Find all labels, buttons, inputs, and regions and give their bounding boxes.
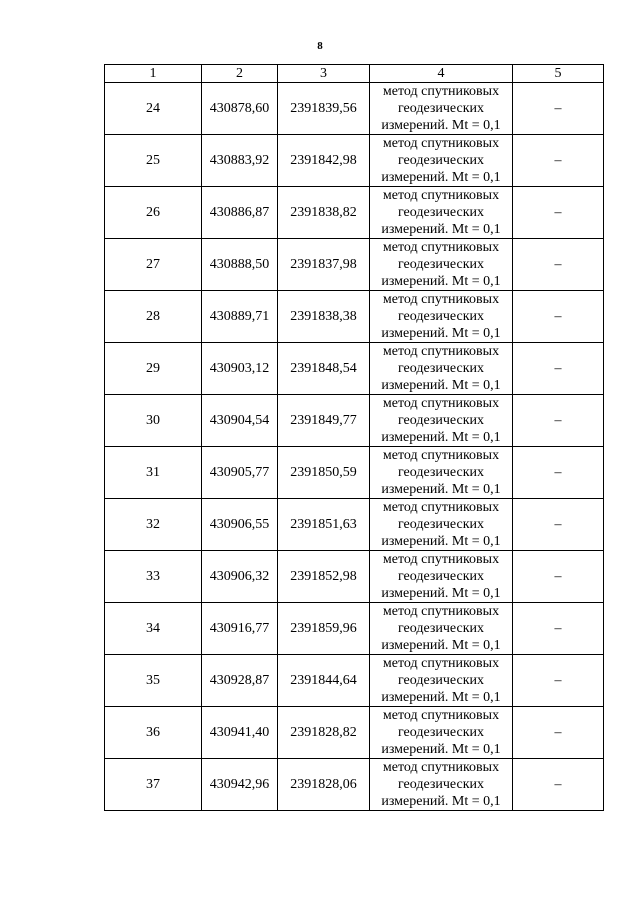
method-line: метод спутниковых xyxy=(382,448,500,463)
table-row xyxy=(105,83,604,135)
method-line: геодезических xyxy=(397,777,484,792)
y-coordinate-cell: 2391828,82 xyxy=(278,707,370,759)
table-row xyxy=(105,707,604,759)
y-coordinate-cell: 2391839,56 xyxy=(278,83,370,135)
point-number-cell: 34 xyxy=(105,603,202,655)
method-line: измерений. Mt = 0,1 xyxy=(381,482,501,497)
x-coordinate-cell: 430889,71 xyxy=(202,291,278,343)
x-coordinate-cell: 430888,50 xyxy=(202,239,278,291)
method-cell xyxy=(370,759,513,811)
point-number-cell: 36 xyxy=(105,707,202,759)
method-line: измерений. Mt = 0,1 xyxy=(381,586,501,601)
point-number-cell: 30 xyxy=(105,395,202,447)
method-line: геодезических xyxy=(397,101,484,116)
method-line: измерений. Mt = 0,1 xyxy=(381,378,501,393)
page-number: 8 xyxy=(317,40,323,52)
x-coordinate-cell: 430941,40 xyxy=(202,707,278,759)
method-line: геодезических xyxy=(397,517,484,532)
method-cell xyxy=(370,603,513,655)
method-line: измерений. Mt = 0,1 xyxy=(381,118,501,133)
method-line: геодезических xyxy=(397,153,484,168)
table-row xyxy=(105,603,604,655)
method-cell xyxy=(370,707,513,759)
table-row xyxy=(105,655,604,707)
y-coordinate-cell: 2391838,38 xyxy=(278,291,370,343)
y-coordinate-cell: 2391828,06 xyxy=(278,759,370,811)
method-line: измерений. Mt = 0,1 xyxy=(381,742,501,757)
method-line: измерений. Mt = 0,1 xyxy=(381,690,501,705)
note-cell: – xyxy=(513,395,604,447)
method-line: измерений. Mt = 0,1 xyxy=(381,794,501,809)
method-cell xyxy=(370,343,513,395)
point-number-cell: 25 xyxy=(105,135,202,187)
column-header-3: 3 xyxy=(278,65,370,83)
table-row xyxy=(105,759,604,811)
table-body xyxy=(105,83,604,811)
note-cell: – xyxy=(513,135,604,187)
column-header-4: 4 xyxy=(370,65,513,83)
method-cell xyxy=(370,655,513,707)
method-line: геодезических xyxy=(397,413,484,428)
method-cell xyxy=(370,499,513,551)
method-line: метод спутниковых xyxy=(382,760,500,775)
method-cell xyxy=(370,395,513,447)
table-row xyxy=(105,291,604,343)
table-row xyxy=(105,551,604,603)
x-coordinate-cell: 430916,77 xyxy=(202,603,278,655)
y-coordinate-cell: 2391848,54 xyxy=(278,343,370,395)
point-number-cell: 37 xyxy=(105,759,202,811)
method-line: измерений. Mt = 0,1 xyxy=(381,274,501,289)
note-cell: – xyxy=(513,187,604,239)
method-line: измерений. Mt = 0,1 xyxy=(381,170,501,185)
point-number-cell: 26 xyxy=(105,187,202,239)
x-coordinate-cell: 430904,54 xyxy=(202,395,278,447)
method-line: метод спутниковых xyxy=(382,188,500,203)
method-line: геодезических xyxy=(397,673,484,688)
table-row xyxy=(105,135,604,187)
note-cell: – xyxy=(513,343,604,395)
x-coordinate-cell: 430903,12 xyxy=(202,343,278,395)
method-line: измерений. Mt = 0,1 xyxy=(381,638,501,653)
table-row xyxy=(105,239,604,291)
method-line: геодезических xyxy=(397,361,484,376)
method-line: геодезических xyxy=(397,569,484,584)
y-coordinate-cell: 2391851,63 xyxy=(278,499,370,551)
x-coordinate-cell: 430905,77 xyxy=(202,447,278,499)
y-coordinate-cell: 2391852,98 xyxy=(278,551,370,603)
y-coordinate-cell: 2391850,59 xyxy=(278,447,370,499)
y-coordinate-cell: 2391838,82 xyxy=(278,187,370,239)
table-row xyxy=(105,187,604,239)
method-line: геодезических xyxy=(397,465,484,480)
method-line: измерений. Mt = 0,1 xyxy=(381,430,501,445)
point-number-cell: 32 xyxy=(105,499,202,551)
method-line: геодезических xyxy=(397,205,484,220)
method-line: геодезических xyxy=(397,309,484,324)
point-number-cell: 33 xyxy=(105,551,202,603)
method-line: метод спутниковых xyxy=(382,552,500,567)
note-cell: – xyxy=(513,707,604,759)
table-row xyxy=(105,499,604,551)
point-number-cell: 35 xyxy=(105,655,202,707)
y-coordinate-cell: 2391844,64 xyxy=(278,655,370,707)
x-coordinate-cell: 430883,92 xyxy=(202,135,278,187)
note-cell: – xyxy=(513,239,604,291)
method-line: метод спутниковых xyxy=(382,344,500,359)
method-cell xyxy=(370,447,513,499)
method-line: метод спутниковых xyxy=(382,84,500,99)
x-coordinate-cell: 430928,87 xyxy=(202,655,278,707)
table-header-row xyxy=(105,65,604,83)
note-cell: – xyxy=(513,655,604,707)
method-line: измерений. Mt = 0,1 xyxy=(381,222,501,237)
note-cell: – xyxy=(513,447,604,499)
table-row xyxy=(105,343,604,395)
method-line: метод спутниковых xyxy=(382,604,500,619)
method-cell xyxy=(370,83,513,135)
method-cell xyxy=(370,291,513,343)
y-coordinate-cell: 2391837,98 xyxy=(278,239,370,291)
method-line: метод спутниковых xyxy=(382,136,500,151)
x-coordinate-cell: 430886,87 xyxy=(202,187,278,239)
coordinates-table xyxy=(104,64,604,811)
point-number-cell: 31 xyxy=(105,447,202,499)
method-cell xyxy=(370,135,513,187)
method-cell xyxy=(370,187,513,239)
point-number-cell: 29 xyxy=(105,343,202,395)
method-line: метод спутниковых xyxy=(382,240,500,255)
method-line: метод спутниковых xyxy=(382,396,500,411)
note-cell: – xyxy=(513,551,604,603)
table-row xyxy=(105,447,604,499)
method-line: метод спутниковых xyxy=(382,708,500,723)
method-line: геодезических xyxy=(397,257,484,272)
column-header-5: 5 xyxy=(513,65,604,83)
method-line: метод спутниковых xyxy=(382,292,500,307)
method-line: геодезических xyxy=(397,621,484,636)
method-line: геодезических xyxy=(397,725,484,740)
x-coordinate-cell: 430942,96 xyxy=(202,759,278,811)
point-number-cell: 27 xyxy=(105,239,202,291)
column-header-1: 1 xyxy=(105,65,202,83)
note-cell: – xyxy=(513,759,604,811)
point-number-cell: 24 xyxy=(105,83,202,135)
note-cell: – xyxy=(513,603,604,655)
method-line: измерений. Mt = 0,1 xyxy=(381,534,501,549)
table-row xyxy=(105,395,604,447)
method-cell xyxy=(370,239,513,291)
method-cell xyxy=(370,551,513,603)
x-coordinate-cell: 430906,55 xyxy=(202,499,278,551)
note-cell: – xyxy=(513,83,604,135)
note-cell: – xyxy=(513,499,604,551)
y-coordinate-cell: 2391859,96 xyxy=(278,603,370,655)
method-line: измерений. Mt = 0,1 xyxy=(381,326,501,341)
note-cell: – xyxy=(513,291,604,343)
method-line: метод спутниковых xyxy=(382,500,500,515)
y-coordinate-cell: 2391842,98 xyxy=(278,135,370,187)
column-header-2: 2 xyxy=(202,65,278,83)
point-number-cell: 28 xyxy=(105,291,202,343)
method-line: метод спутниковых xyxy=(382,656,500,671)
y-coordinate-cell: 2391849,77 xyxy=(278,395,370,447)
x-coordinate-cell: 430878,60 xyxy=(202,83,278,135)
x-coordinate-cell: 430906,32 xyxy=(202,551,278,603)
